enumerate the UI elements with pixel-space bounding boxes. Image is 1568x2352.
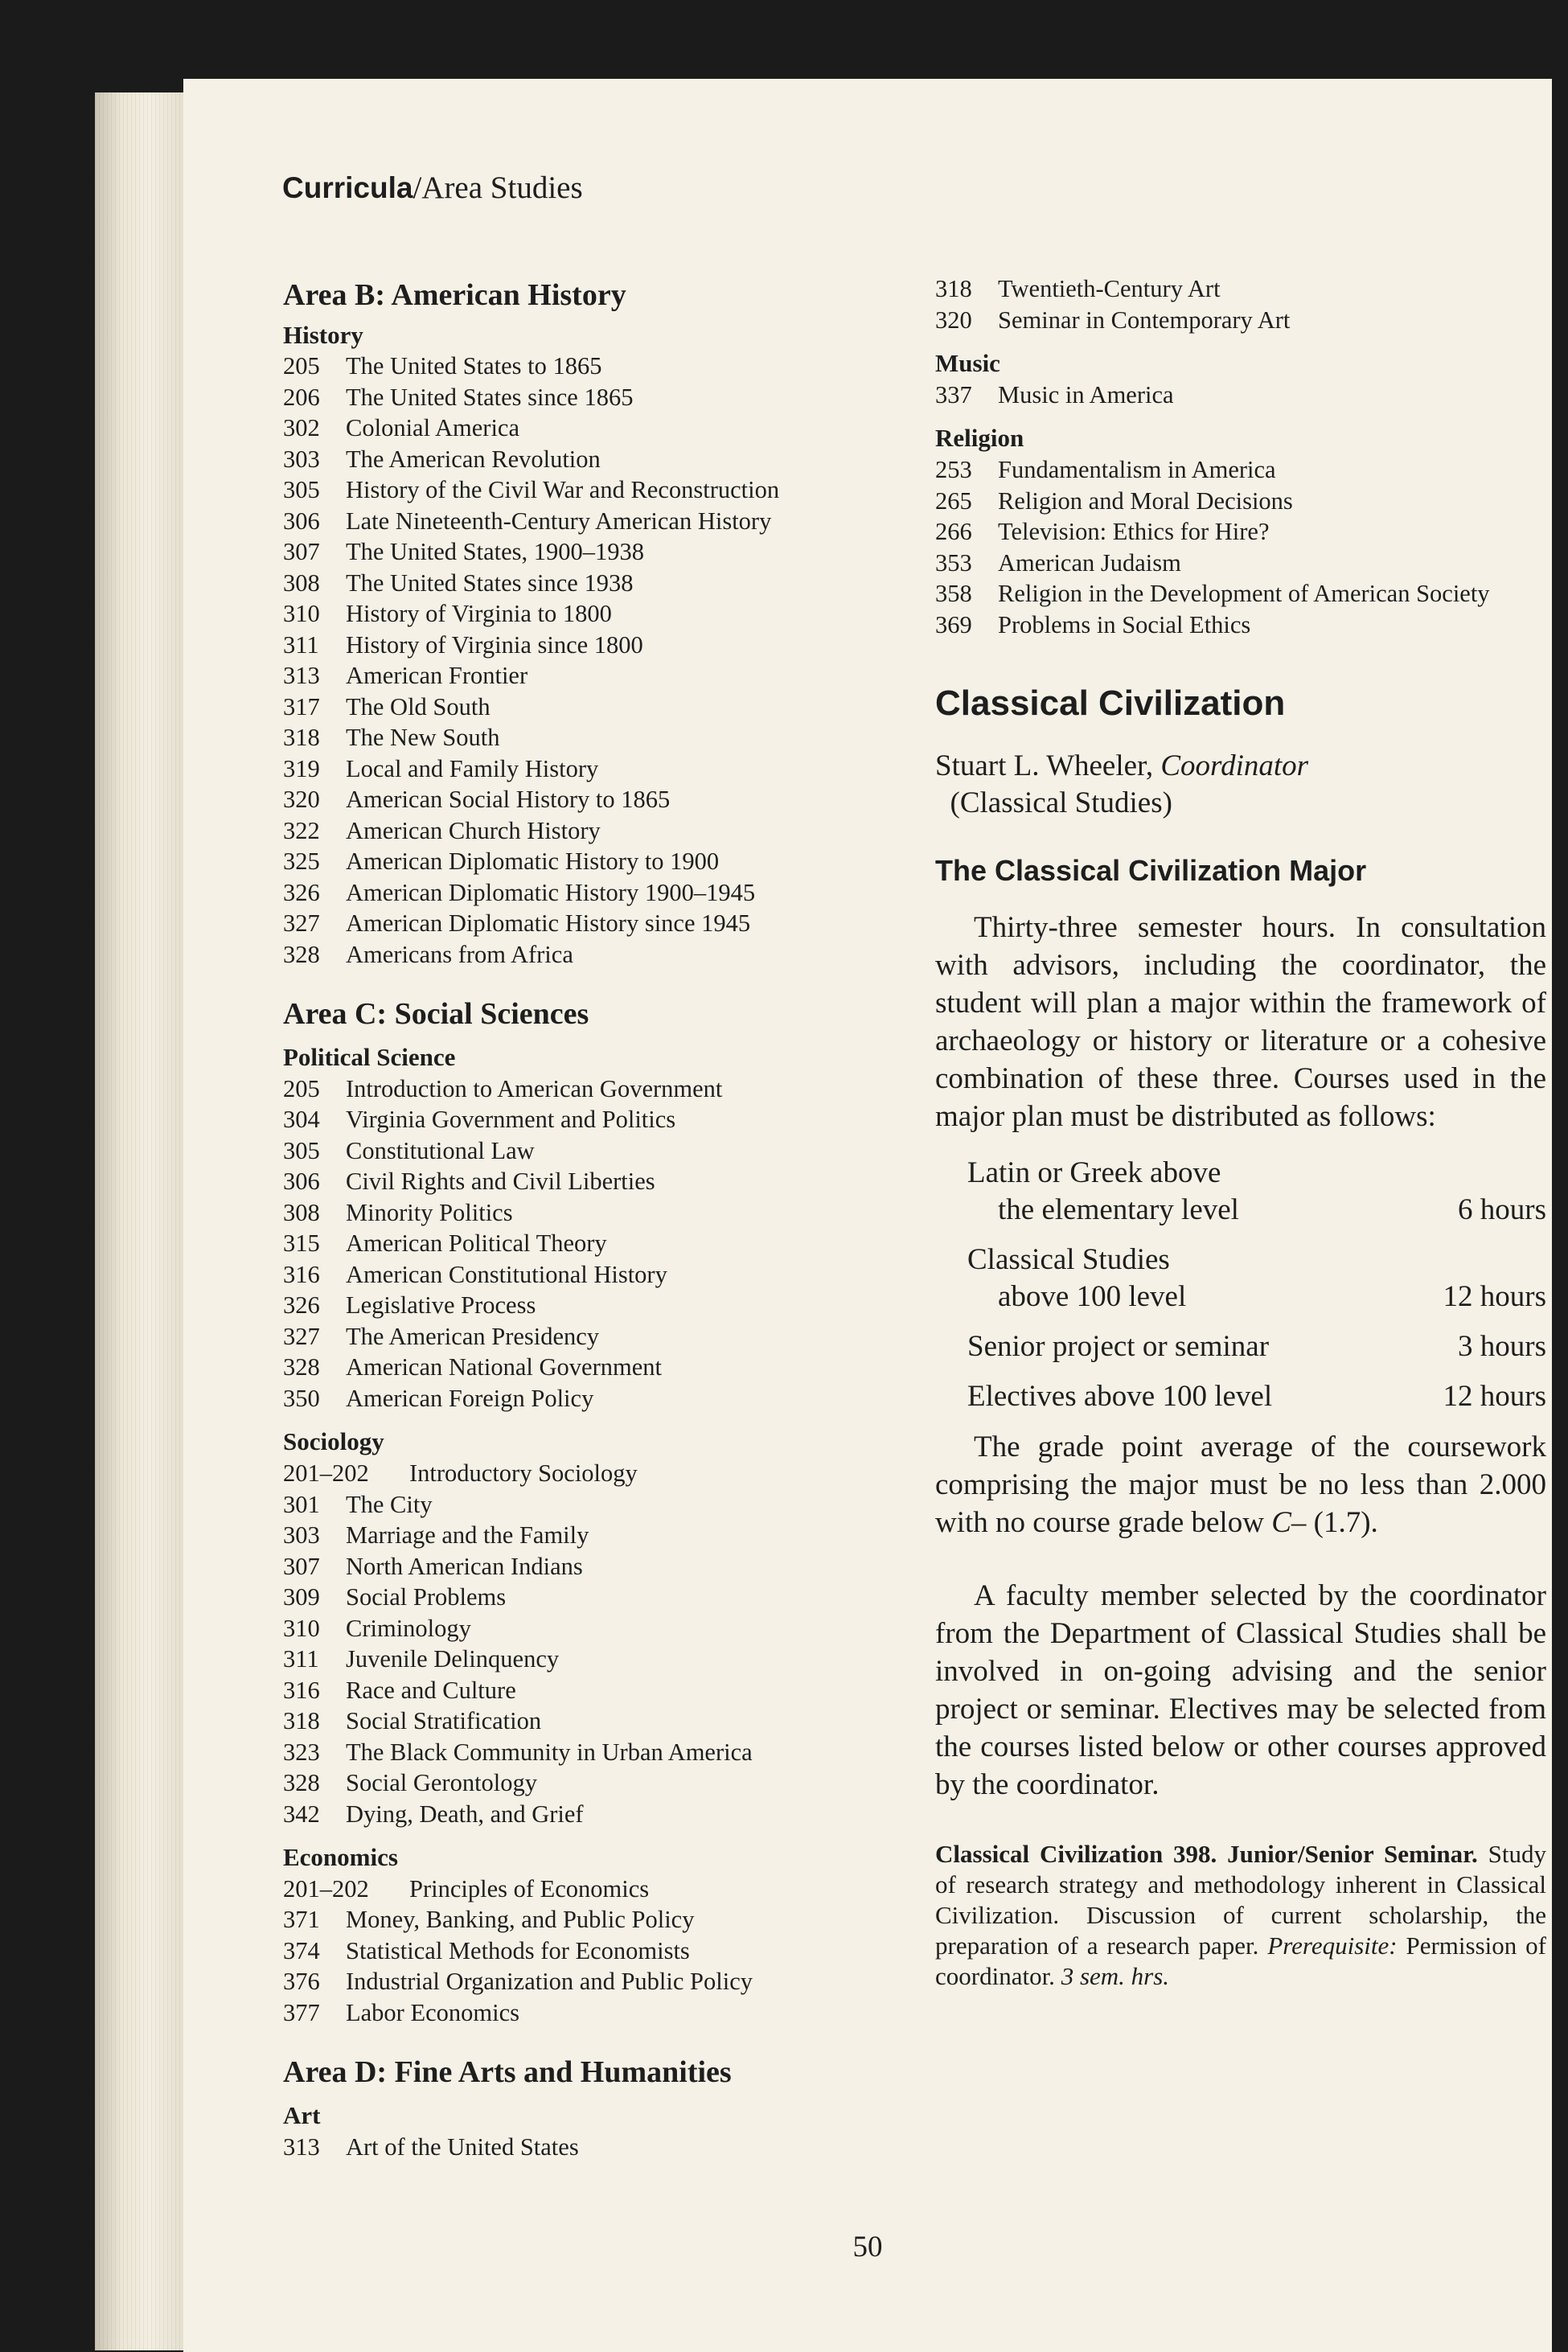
course-number: 325 <box>283 848 320 876</box>
history-heading: History <box>283 320 363 349</box>
course-number: 305 <box>283 1136 320 1164</box>
course-number: 377 <box>283 1998 320 2026</box>
course-number: 309 <box>283 1583 320 1611</box>
distribution-row: Senior project or seminar 3 hours <box>967 1330 1546 1363</box>
course-title: Labor Economics <box>346 1998 519 2026</box>
course-number: 319 <box>283 754 320 782</box>
course-title: Principles of Economics <box>409 1874 650 1903</box>
course-title: Constitutional Law <box>346 1136 535 1164</box>
course-number: 322 <box>283 816 320 844</box>
course-title: American Diplomatic History to 1900 <box>346 848 720 876</box>
course-title: The City <box>346 1490 433 1518</box>
religion-heading: Religion <box>935 424 1024 453</box>
course-number: 308 <box>283 1198 320 1226</box>
course-title: History of Virginia to 1800 <box>346 600 612 628</box>
course-number: 307 <box>283 1552 320 1580</box>
course-number: 323 <box>283 1738 320 1766</box>
course-number: 328 <box>283 1353 320 1381</box>
course-number: 320 <box>935 306 972 334</box>
course-title: Twentieth-Century Art <box>998 275 1221 302</box>
course-title: Americans from Africa <box>346 940 573 968</box>
page-number: 50 <box>852 2231 883 2264</box>
course-number: 301 <box>283 1490 320 1518</box>
course-title: The United States since 1938 <box>346 569 634 597</box>
course-title: Race and Culture <box>346 1676 516 1704</box>
course-number: 303 <box>283 1521 320 1550</box>
course-title: American Political Theory <box>346 1229 607 1258</box>
area-d-title: Area D: Fine Arts and Humanities <box>283 2055 732 2090</box>
course-title: Art of the United States <box>346 2132 579 2161</box>
course-title: Late Nineteenth-Century American History <box>346 507 772 535</box>
course-number: 326 <box>283 1291 320 1320</box>
course-item <box>935 548 1546 579</box>
course-title: Religion in the Development of American Society <box>998 580 1490 607</box>
course-title: Money, Banking, and Public Policy <box>346 1906 695 1934</box>
course-title: The United States, 1900–1938 <box>346 538 645 566</box>
course-number: 304 <box>283 1106 320 1134</box>
art-heading: Art <box>283 2101 321 2130</box>
course-title: American Foreign Policy <box>346 1384 594 1412</box>
course-number: 302 <box>283 414 320 442</box>
course-title: Marriage and the Family <box>346 1521 589 1550</box>
distribution-row: Classical Studies above 100 level 12 hours <box>967 1243 1546 1313</box>
course-title: Introduction to American Government <box>346 1074 723 1102</box>
major-heading: The Classical Civilization Major <box>935 854 1367 887</box>
course-number: 316 <box>283 1676 320 1704</box>
course-title: American Church History <box>346 816 601 844</box>
economics-heading: Economics <box>283 1843 398 1872</box>
course-item <box>283 2132 1087 2163</box>
course-number: 337 <box>935 380 972 408</box>
course-title: The United States to 1865 <box>346 352 602 380</box>
course-number: 318 <box>283 724 320 752</box>
course-number: 205 <box>283 352 320 380</box>
course-title: American National Government <box>346 1353 662 1381</box>
course-item <box>935 273 1546 305</box>
course-title: American Diplomatic History since 1945 <box>346 909 751 938</box>
course-number: 305 <box>283 476 320 504</box>
right-column <box>935 275 1546 2017</box>
course-title: Local and Family History <box>346 754 599 782</box>
course-number: 327 <box>283 1322 320 1350</box>
course-number: 374 <box>283 1936 320 1964</box>
distribution-row: Latin or Greek above the elementary level 6 hours <box>967 1156 1546 1226</box>
course-title: The United States since 1865 <box>346 383 634 411</box>
faculty-paragraph: A faculty member selected by the coordinator from the Department of Classical Studies shall be involved in on-going advising and the senior project or seminar. Electives may be selected from the courses listed below or other courses approved by the coordinator. <box>935 1579 1546 1801</box>
gpa-paragraph: The grade point average of the coursework comprising the major must be no less than 2.000 with no course grade below C– (1.7). <box>935 1430 1546 1539</box>
course-item <box>935 454 1546 486</box>
course-title: Introductory Sociology <box>409 1459 638 1488</box>
course-title: Minority Politics <box>346 1198 513 1226</box>
course-item <box>935 380 1546 411</box>
course-number: 313 <box>283 2132 320 2161</box>
area-b-title: Area B: American History <box>283 278 626 312</box>
major-intro-paragraph: Thirty-three semester hours. In consultation with advisors, including the coordinator, the student will plan a major within the framework of archaeology or history or literature or a cohesive combination of these three. Courses used in the major plan must be distributed as follows: <box>935 911 1546 1133</box>
course-number: 326 <box>283 878 320 906</box>
course-number: 318 <box>283 1707 320 1735</box>
course-number: 205 <box>283 1074 320 1102</box>
course-title: The Black Community in Urban America <box>346 1738 753 1766</box>
music-course-list <box>935 380 1546 411</box>
course-number: 350 <box>283 1384 320 1412</box>
course-number: 313 <box>283 662 320 690</box>
course-number: 253 <box>935 456 972 483</box>
course-number: 342 <box>283 1800 320 1828</box>
course-title: American Constitutional History <box>346 1260 667 1288</box>
course-title: The Old South <box>346 692 491 720</box>
course-title: Virginia Government and Politics <box>346 1106 676 1134</box>
course-title: Colonial America <box>346 414 519 442</box>
course-title: Fundamentalism in America <box>998 456 1276 483</box>
course-number: 353 <box>935 548 972 577</box>
course-number: 358 <box>935 580 972 607</box>
course-title: Seminar in Contemporary Art <box>998 306 1291 334</box>
course-title: Statistical Methods for Economists <box>346 1936 690 1964</box>
course-number: 265 <box>935 486 972 515</box>
course-number: 318 <box>935 275 972 302</box>
course-number: 315 <box>283 1229 320 1258</box>
course-number: 376 <box>283 1968 320 1996</box>
sociology-heading: Sociology <box>283 1427 384 1456</box>
course-item <box>935 305 1546 336</box>
course-title: The American Revolution <box>346 445 601 473</box>
course-number: 307 <box>283 538 320 566</box>
course-number: 320 <box>283 786 320 814</box>
course-number: 266 <box>935 518 972 545</box>
course-number: 201–202 <box>283 1459 369 1488</box>
course-title: American Social History to 1865 <box>346 786 671 814</box>
course-title: Social Gerontology <box>346 1769 538 1797</box>
course-title: Religion and Moral Decisions <box>998 486 1293 515</box>
course-number: 328 <box>283 1769 320 1797</box>
course-number: 303 <box>283 445 320 473</box>
course-number: 306 <box>283 507 320 535</box>
course-title: Criminology <box>346 1614 471 1642</box>
coordinator: Stuart L. Wheeler, Coordinator (Classical Studies) <box>935 749 1309 819</box>
course-number: 311 <box>283 1645 319 1673</box>
religion-course-list <box>935 454 1546 640</box>
art-course-list-left <box>283 2132 1087 2163</box>
art-course-list-right <box>935 273 1546 335</box>
course-number: 328 <box>283 940 320 968</box>
music-heading: Music <box>935 349 1000 377</box>
distribution-row: Electives above 100 level 12 hours <box>967 1380 1546 1413</box>
course-number: 310 <box>283 1614 320 1642</box>
catalog-page <box>183 79 1552 2352</box>
course-title: Industrial Organization and Public Policy <box>346 1968 753 1996</box>
course-title: History of the Civil War and Reconstruction <box>346 476 780 504</box>
course-number: 316 <box>283 1260 320 1288</box>
course-title: The American Presidency <box>346 1322 600 1350</box>
course-title: American Judaism <box>998 548 1181 577</box>
course-item <box>935 486 1546 517</box>
area-c-title: Area C: Social Sciences <box>283 997 589 1032</box>
course-number: 311 <box>283 630 319 659</box>
course-number: 306 <box>283 1168 320 1196</box>
political-science-heading: Political Science <box>283 1043 456 1072</box>
course-number: 201–202 <box>283 1874 369 1903</box>
course-title: History of Virginia since 1800 <box>346 630 643 659</box>
page-edge-stack <box>95 92 185 2350</box>
course-title: Juvenile Delinquency <box>346 1645 560 1673</box>
course-number: 369 <box>935 610 972 638</box>
course-item <box>935 516 1546 548</box>
course-title: Music in America <box>998 380 1174 408</box>
running-head: Curricula/Area Studies <box>282 170 583 205</box>
course-title: Television: Ethics for Hire? <box>998 518 1270 545</box>
course-number: 371 <box>283 1906 320 1934</box>
classical-civilization-title: Classical Civilization <box>935 683 1286 723</box>
course-title: Problems in Social Ethics <box>998 610 1251 638</box>
course-title: North American Indians <box>346 1552 583 1580</box>
course-title: Legislative Process <box>346 1291 536 1320</box>
course-title: Social Problems <box>346 1583 507 1611</box>
course-title: American Frontier <box>346 662 528 690</box>
course-title: Dying, Death, and Grief <box>346 1800 584 1828</box>
course-number: 317 <box>283 692 320 720</box>
course-title: American Diplomatic History 1900–1945 <box>346 878 756 906</box>
course-number: 308 <box>283 569 320 597</box>
course-item <box>935 610 1546 641</box>
course-title: Civil Rights and Civil Liberties <box>346 1168 655 1196</box>
distribution-table <box>935 1155 1546 1415</box>
course-398-description: Classical Civilization 398. Junior/Senior Seminar. Study of research strategy and methodology inherent in Classical Civilization. Discussion of current scholarship, the preparation of a research paper. Prerequisite: Permission of coordinator. 3 sem. hrs. <box>935 1840 1546 1990</box>
course-title: Social Stratification <box>346 1707 542 1735</box>
course-item <box>935 578 1546 610</box>
course-title: The New South <box>346 724 500 752</box>
course-number: 310 <box>283 600 320 628</box>
course-number: 327 <box>283 909 320 938</box>
course-number: 206 <box>283 383 320 411</box>
